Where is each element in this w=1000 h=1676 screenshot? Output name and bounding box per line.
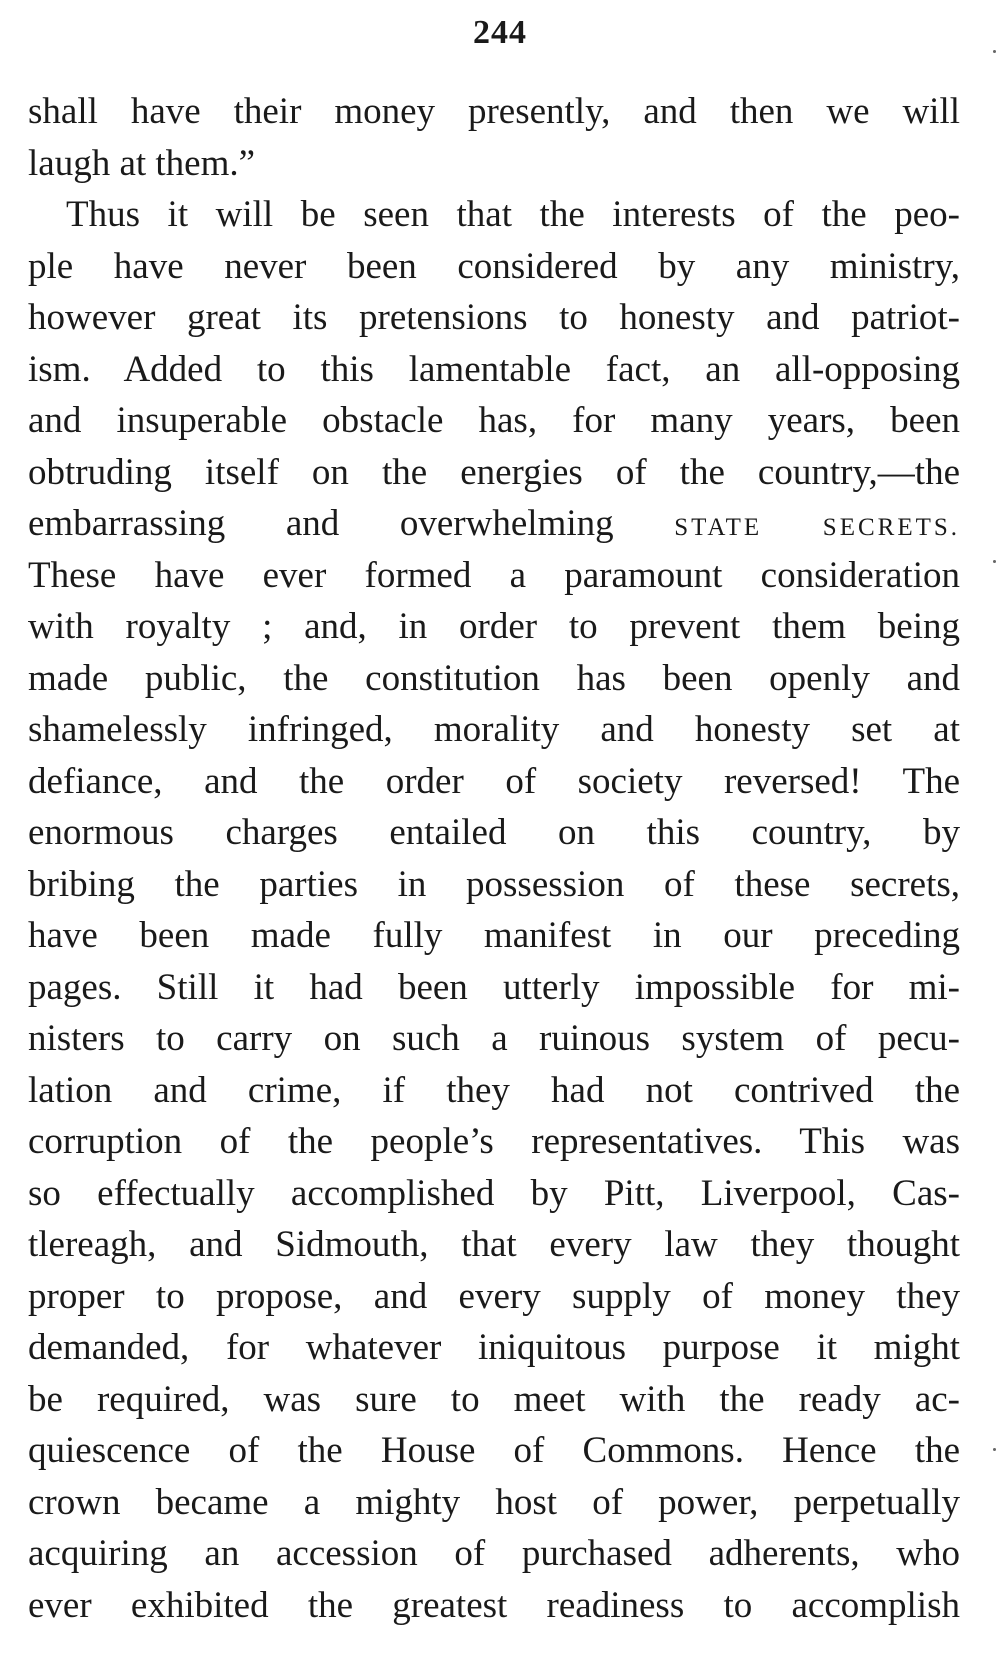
text-line: however great its pretensions to honesty and patriot- (28, 297, 960, 338)
page-number: 244 (473, 14, 527, 51)
text-line: proper to propose, and every supply of money they (28, 1275, 960, 1317)
text-line: nisters to carry on such a ruinous system of pecu- (28, 1018, 960, 1059)
text-line: made public, the constitution has been openly and (28, 657, 960, 699)
text-line: ple have never been considered by any ministry, (28, 245, 960, 287)
text-line: ism. Added to this lamentable fact, an all-opposing (28, 348, 960, 390)
text-line: acquiring an accession of purchased adherents, who (28, 1533, 960, 1574)
text-line: defiance, and the order of society reversed! The (28, 760, 960, 802)
scan-speck (993, 1448, 996, 1451)
body-text (28, 86, 960, 1631)
text-line: corruption of the people’s representatives. This was (28, 1121, 960, 1162)
text-line: have been made fully manifest in our preceding (28, 915, 960, 956)
text-line: quiescence of the House of Commons. Hence the (28, 1430, 960, 1471)
text-line: crown became a mighty host of power, perpetually (28, 1481, 960, 1523)
scan-speck (993, 50, 996, 53)
text-line: enormous charges entailed on this country, by (28, 812, 960, 853)
text-line: ever exhibited the greatest readiness to accomplish (28, 1584, 960, 1626)
text-line: laugh at them.” (28, 142, 256, 184)
text-line: shamelessly infringed, morality and honesty set at (28, 709, 960, 750)
text-line-with-emphasis (28, 498, 960, 550)
scan-speck (993, 560, 996, 563)
text-line: pages. Still it had been utterly impossible for mi- (28, 966, 960, 1008)
text-line-segment: embarrassing and overwhelming (28, 503, 614, 544)
text-line: shall have their money presently, and then we will (28, 91, 960, 132)
text-line: bribing the parties in possession of these secrets, (28, 863, 960, 905)
text-line: lation and crime, if they had not contrived the (28, 1069, 960, 1111)
text-line: tlereagh, and Sidmouth, that every law they thought (28, 1224, 960, 1265)
text-line: These have ever formed a paramount consideration (28, 554, 960, 596)
text-line: Thus it will be seen that the interests of the peo- (66, 194, 960, 235)
text-line: be required, was sure to meet with the ready ac- (28, 1378, 960, 1420)
state-secrets-emphasis: STATE SECRETS. (674, 514, 961, 541)
text-line: obtruding itself on the energies of the country,—the (28, 451, 960, 493)
text-line: with royalty ; and, in order to prevent them being (28, 606, 960, 647)
text-line: so effectually accomplished by Pitt, Liverpool, Cas- (28, 1172, 960, 1214)
text-line: demanded, for whatever iniquitous purpose it might (28, 1327, 960, 1368)
text-line: and insuperable obstacle has, for many years, been (28, 400, 960, 441)
